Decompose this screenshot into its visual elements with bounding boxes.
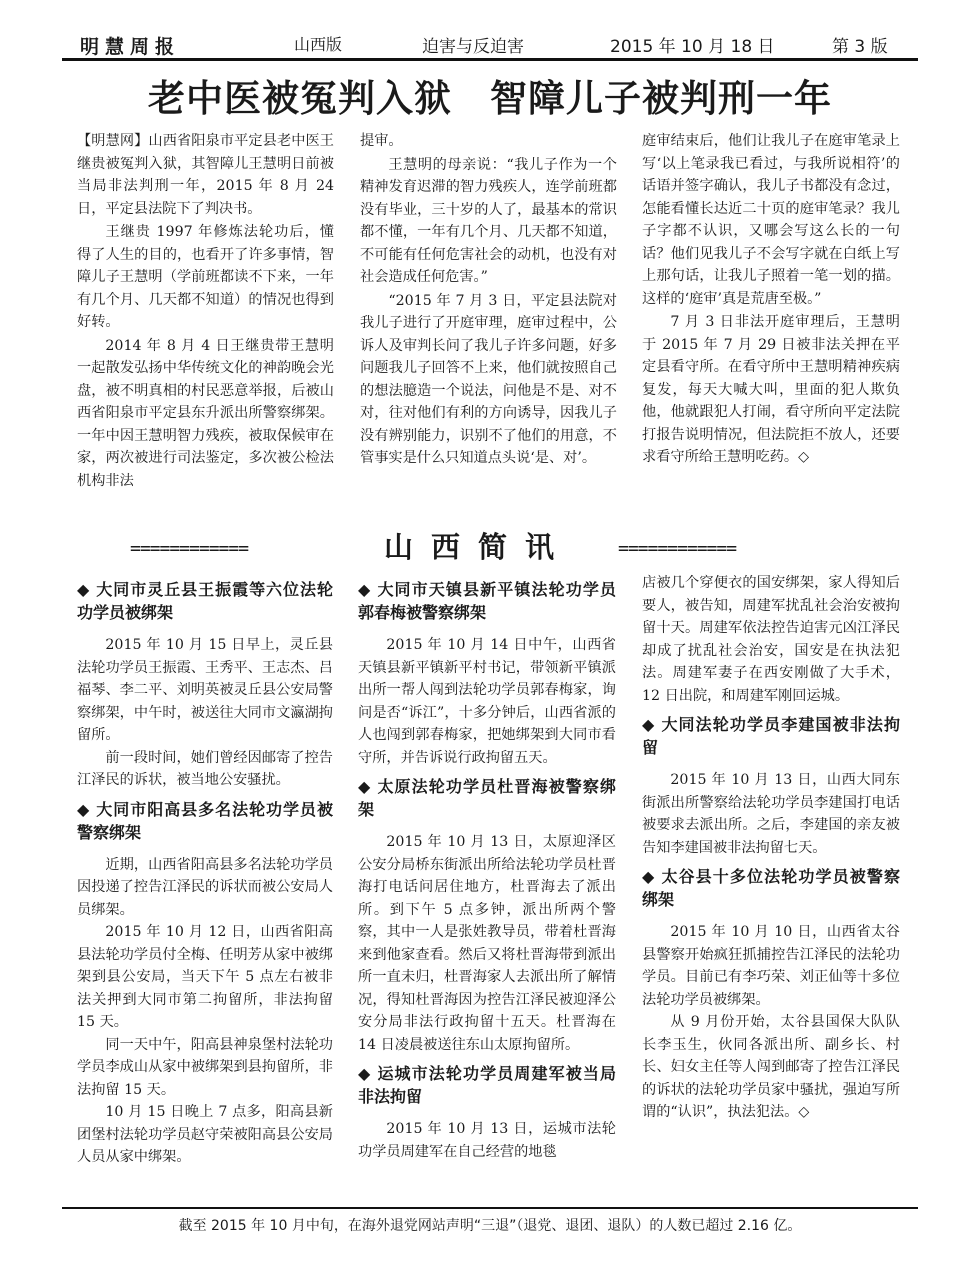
diamond-marker-icon: ◆	[642, 715, 656, 734]
brief-heading: ◆ 大同市灵丘县王振霞等六位法轮功学员被绑架	[77, 580, 333, 622]
footer-rule	[62, 1207, 918, 1209]
brief-heading: ◆ 大同法轮功学员李建国被非法拘留	[642, 715, 900, 757]
brief-heading: ◆ 太谷县十多位法轮功学员被警察绑架	[642, 867, 900, 909]
lead-article-column-2	[360, 130, 617, 520]
brief-heading: ◆ 大同市天镇县新平镇法轮功学员郭春梅被警察绑架	[358, 580, 616, 622]
lead-article-column-3	[642, 130, 900, 520]
body-paragraph: 提审。	[360, 133, 403, 149]
brief-paragraph: 2015 年 10 月 14 日中午，山西省天镇县新平镇新平村书记，带领新平镇派出所一帮人闯到法轮功学员郭春梅家，询问是否“诉江”，十多分钟后，山西省派的人也闯到郭春梅家，把她绑架到大同市看守所，并告诉说行政拘留五天。	[358, 637, 616, 766]
issue-date: 2015 年 10 月 18 日	[610, 37, 775, 57]
brief-heading: ◆ 大同市阳高县多名法轮功学员被警察绑架	[77, 799, 333, 842]
page-number: 第 3 版	[832, 37, 888, 57]
briefs-column-1	[77, 572, 333, 1197]
diamond-marker-icon: ◆	[642, 867, 656, 886]
diamond-marker-icon: ◆	[77, 580, 91, 599]
briefs-column-3	[642, 572, 900, 1197]
banner-title: 山西简讯	[384, 530, 573, 564]
brief-paragraph: 从 9 月份开始，太谷县国保大队队长李玉生，伙同各派出所、副乡长、村长、妇女主任等人闯到邮寄了控告江泽民的诉状的法轮功学员家中骚扰，强迫写所谓的“认识”，执法犯法。◇	[642, 1014, 900, 1120]
section-label: 迫害与反迫害	[422, 37, 524, 57]
masthead-rule	[62, 58, 918, 61]
brief-paragraph: 前一段时间，她们曾经因邮寄了控告江泽民的诉状，被当地公安骚扰。	[77, 749, 333, 788]
brief-paragraph: 同一天中午，阳高县神泉堡村法轮功学员李成山从家中被绑架到县拘留所，非法拘留 15 天。	[77, 1036, 333, 1098]
banner-rule-right: ============	[618, 538, 737, 559]
diamond-marker-icon: ◆	[77, 799, 91, 819]
diamond-marker-icon: ◆	[358, 777, 372, 796]
footer-notice: 截至 2015 年 10 月中旬，在海外退党网站声明“三退”（退党、退团、退队）的人数已超过 2.16 亿。	[178, 1218, 802, 1234]
brief-paragraph: 2015 年 10 月 13 日，运城市法轮功学员周建军在自己经营的地毯	[358, 1121, 616, 1160]
headline: 老中医被冤判入狱 智障儿子被判刑一年	[148, 77, 832, 120]
brief-heading: ◆ 运城市法轮功学员周建军被当局非法拘留	[358, 1064, 616, 1106]
body-paragraph: 王慧明的母亲说：“我儿子作为一个精神发育迟滞的智力残疾人，连学前班都没有毕业，三十岁的人了，最基本的常识都不懂，一年有几个月、几天都不知道，不可能有任何危害社会的动机，也没有对社会造成任何危害。”	[360, 156, 617, 285]
brief-paragraph: 2015 年 10 月 15 日早上，灵丘县法轮功学员王振霞、王秀平、王志杰、吕福琴、李二平、刘明英被灵丘县公安局警察绑架，中午时，被送往大同市文瀛湖拘留所。	[77, 637, 333, 743]
section-banner	[130, 532, 850, 566]
edition-label: 山西版	[294, 35, 343, 54]
brief-paragraph: 店被几个穿便衣的国安绑架，家人得知后要人，被告知，周建军扰乱社会治安被拘留十天。周建军依法控告迫害元凶江泽民却成了扰乱社会治安，国安是在执法犯法。周建军妻子在西安刚做了大手术，12 日出院，和周建军刚回运城。	[642, 575, 900, 704]
diamond-marker-icon: ◆	[358, 1064, 372, 1083]
banner-rule-left: ============	[130, 538, 249, 559]
body-paragraph: 2014 年 8 月 4 日王继贵带王慧明一起散发弘扬中华传统文化的神韵晚会光盘，被不明真相的村民恶意举报，后被山西省阳泉市平定县东升派出所警察绑架。一年中因王慧明智力残疾，被取保候审在家，两次被进行司法鉴定，多次被公检法机构非法	[77, 337, 334, 489]
brief-heading: ◆ 太原法轮功学员杜晋海被警察绑架	[358, 777, 616, 819]
body-paragraph: 王继贵 1997 年修炼法轮功后，懂得了人生的目的，也看开了许多事情，智障儿子王慧明（学前班都读不下来，一年有几个月、几天都不知道）的情况也得到好转。	[77, 224, 334, 330]
body-paragraph: 7 月 3 日非法开庭审理后，王慧明于 2015 年 7 月 29 日被非法关押在平定县看守所。在看守所中王慧明精神疾病复发，每天大喊大叫，里面的犯人欺负他，他就跟犯人打闹，看守所向平定法院打报告说明情况，但法院拒不放人，还要求看守所给王慧明吃药。◇	[642, 314, 900, 465]
brief-paragraph: 2015 年 10 月 13 日，山西大同东街派出所警察给法轮功学员李建国打电话被要求去派出所。之后，李建国的亲友被告知李建国被非法拘留七天。	[642, 772, 900, 856]
newspaper-name: 明慧周报	[80, 36, 181, 58]
masthead	[62, 32, 918, 60]
brief-paragraph: 2015 年 10 月 13 日，太原迎泽区公安分局桥东街派出所给法轮功学员杜晋海打电话问居住地方，杜晋海去了派出所。到下午 5 点多钟，派出所两个警察，其中一人是张姓教导员，带着杜晋海来到他家查看。然后又将杜晋海带到派出所一直未归，杜晋海家人去派出所了解情况，得知杜晋海因为控告江泽民被迎泽公安分局非法行政拘留十五天。杜晋海在 14 日凌晨被送往东山太原拘留所。	[358, 834, 616, 1053]
body-paragraph: “2015 年 7 月 3 日，平定县法院对我儿子进行了开庭审理，庭审过程中，公诉人及审判长问了我儿子许多问题，好多问题我儿子回答不上来，他们就按照自己的想法臆造一个说法，问他是不是、对不对，往对他们有利的方向诱导，因我儿子没有辨别能力，识别不了他们的用意，不管事实是什么只知道点头说‘是、对’。	[360, 292, 617, 466]
brief-paragraph: 10 月 15 日晚上 7 点多，阳高县新团堡村法轮功学员赵守荣被阳高县公安局人员从家中绑架。	[77, 1104, 333, 1165]
lead-paragraph: 【明慧网】山西省阳泉市平定县老中医王继贵被冤判入狱，其智障儿王慧明日前被当局非法判刑一年，2015 年 8 月 24 日，平定县法院下了判决书。	[77, 133, 334, 217]
brief-paragraph: 2015 年 10 月 12 日，山西省阳高县法轮功学员付全梅、任明芳从家中被绑架到县公安局，当天下午 5 点左右被非法关押到大同市第二拘留所，非法拘留 15 天。	[77, 924, 333, 1030]
body-paragraph: 庭审结束后，他们让我儿子在庭审笔录上写‘以上笔录我已看过，与我所说相符’的话语并签字确认，我儿子书都没有念过，怎能看懂长达近二十页的庭审笔录？我儿子字都不认识，又哪会写这么长的一句话？他们见我儿子不会写字就在白纸上写上那句话，让我儿子照着一笔一划的描。这样的‘庭审’真是荒唐至极。”	[642, 133, 900, 307]
diamond-marker-icon: ◆	[358, 580, 372, 599]
briefs-column-2	[358, 572, 616, 1197]
lead-article-column-1	[77, 130, 334, 520]
brief-paragraph: 2015 年 10 月 10 日，山西省太谷县警察开始疯狂抓捕控告江泽民的法轮功学员。目前已有李巧荣、刘正仙等十多位法轮功学员被绑架。	[642, 924, 900, 1008]
brief-paragraph: 近期，山西省阳高县多名法轮功学员因投递了控告江泽民的诉状而被公安局人员绑架。	[77, 856, 333, 918]
